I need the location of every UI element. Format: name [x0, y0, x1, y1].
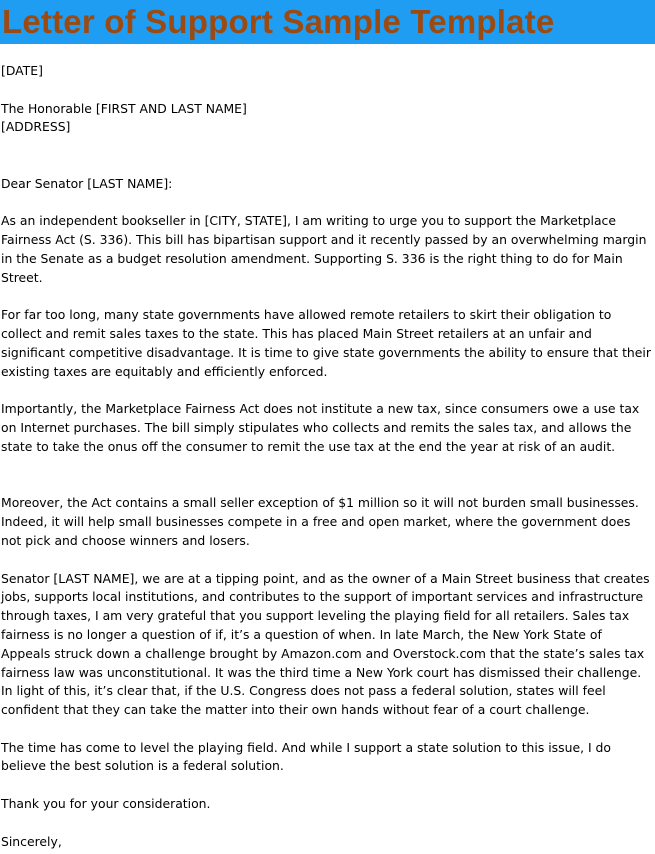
paragraph-line: significant competitive disadvantage. It is time to give state governments the ability to ensure that their — [1, 344, 651, 360]
paragraph-line: believe the best solution is a federal solution. — [1, 758, 284, 774]
paragraph-line: on Internet purchases. The bill simply stipulates who collects and remits the sales tax, and allows the — [1, 420, 632, 436]
paragraph-line: The time has come to level the playing field. And while I support a state solution to this issue, I do — [1, 739, 611, 755]
paragraph-2 — [1, 306, 653, 381]
paragraph-line: state to take the onus off the consumer to remit the use tax at the end the year at risk of an audit. — [1, 438, 616, 454]
paragraph-line: existing taxes are equitably and efficiently enforced. — [1, 363, 328, 379]
page-title: Letter of Support Sample Template — [2, 3, 555, 40]
paragraph-line: Appeals struck down a challenge brought by Amazon.com and Overstock.com that the state’s sales tax — [1, 645, 645, 661]
paragraph-line: fairness law was unconstitutional. It was the third time a New York court has dismissed their challenge. — [1, 664, 642, 680]
paragraph-line: Fairness Act (S. 336). This bill has bipartisan support and it recently passed by an overwhelming margin — [1, 232, 647, 248]
sign-off: Sincerely, — [1, 833, 62, 849]
paragraph-line: confident that they can take the matter into their own hands without fear of a court challenge. — [1, 702, 590, 718]
letter-date: [DATE] — [1, 63, 43, 78]
paragraph-line: Moreover, the Act contains a small seller exception of $1 million so it will not burden small businesses. — [1, 495, 639, 511]
paragraph-line: not pick and choose winners and losers. — [1, 532, 250, 548]
paragraph-line: For far too long, many state governments have allowed remote retailers to skirt their obligation to — [1, 307, 612, 323]
paragraph-line: Senator [LAST NAME], we are at a tipping point, and as the owner of a Main Street business that creates — [1, 570, 650, 586]
paragraph-line: jobs, supports local institutions, and contributes to the support of important services and infrastructure — [1, 589, 644, 605]
paragraph-line: Indeed, it will help small businesses compete in a free and open market, where the government does — [1, 514, 631, 530]
paragraph-line: In light of this, it’s clear that, if the U.S. Congress does not pass a federal solution, states will feel — [1, 683, 606, 699]
recipient-address: [ADDRESS] — [1, 119, 71, 135]
paragraph-6 — [1, 739, 653, 777]
paragraph-line: Importantly, the Marketplace Fairness Act does not institute a new tax, since consumers owe a use tax — [1, 401, 640, 417]
paragraph-4 — [1, 494, 653, 550]
paragraph-line: Street. — [1, 269, 43, 285]
paragraph-line: As an independent bookseller in [CITY, STATE], I am writing to urge you to support the Marketplace — [1, 213, 616, 229]
letter-body — [1, 62, 653, 851]
paragraph-line: through taxes, I am very grateful that you support leveling the playing field for all retailers. Sales tax — [1, 608, 630, 624]
paragraph-line: collect and remit sales taxes to the state. This has placed Main Street retailers at an unfair and — [1, 326, 592, 342]
paragraph-3 — [1, 400, 653, 456]
paragraph-5 — [1, 570, 653, 720]
salutation: Dear Senator [LAST NAME]: — [1, 175, 173, 191]
recipient-name: The Honorable [FIRST AND LAST NAME] — [1, 100, 247, 116]
paragraph-line: in the Senate as a budget resolution amendment. Supporting S. 336 is the right thing to do for Main — [1, 250, 623, 266]
closing-thanks: Thank you for your consideration. — [1, 796, 211, 812]
paragraph-1 — [1, 212, 653, 287]
paragraph-line: fairness is no longer a question of if, it’s a question of when. In late March, the New York State of — [1, 626, 602, 642]
